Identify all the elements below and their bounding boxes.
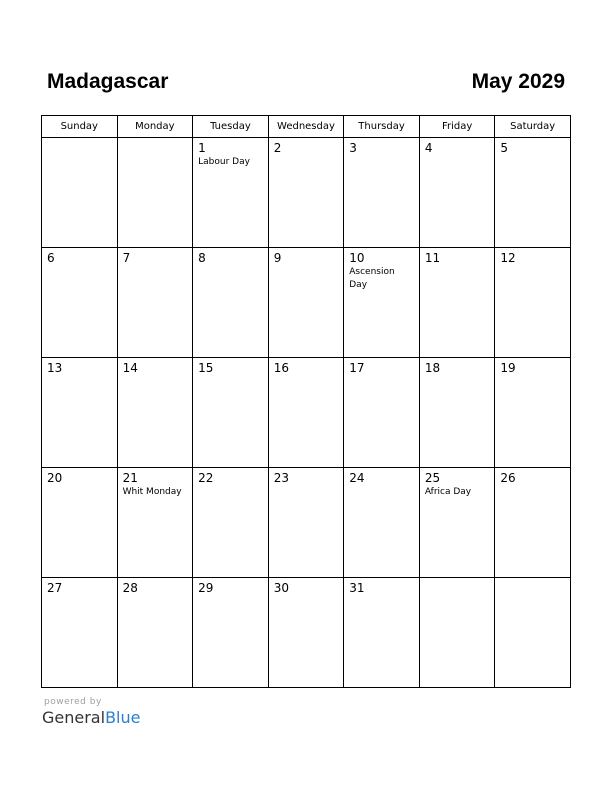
day-number: 9 xyxy=(273,251,282,265)
day-cell xyxy=(495,358,571,468)
day-number: 20 xyxy=(47,471,63,485)
weekday-header: Wednesday xyxy=(268,116,344,138)
day-cell xyxy=(268,138,344,248)
day-number: 24 xyxy=(349,471,365,485)
holiday-label: Ascension Day xyxy=(349,267,395,290)
day-cell xyxy=(344,248,420,358)
day-cell xyxy=(268,468,344,578)
day-number: 8 xyxy=(198,251,206,265)
day-cell xyxy=(495,248,571,358)
day-cell xyxy=(495,468,571,578)
country-title: Madagascar xyxy=(47,70,169,93)
week-row xyxy=(42,138,571,248)
weekday-header: Sunday xyxy=(42,116,118,138)
day-cell xyxy=(117,248,193,358)
day-cell xyxy=(193,468,269,578)
day-cell xyxy=(42,358,118,468)
day-cell xyxy=(117,138,193,248)
day-number: 27 xyxy=(47,581,63,595)
day-number: 17 xyxy=(349,361,365,375)
day-number: 10 xyxy=(349,251,365,265)
weekday-header: Thursday xyxy=(344,116,420,138)
day-cell xyxy=(419,358,495,468)
day-cell xyxy=(117,358,193,468)
day-number: 19 xyxy=(500,361,516,375)
day-number: 3 xyxy=(349,141,357,155)
month-year-title: May 2029 xyxy=(471,70,565,93)
day-cell xyxy=(495,578,571,688)
day-cell xyxy=(495,138,571,248)
weekday-header-row xyxy=(42,116,571,138)
day-number: 15 xyxy=(198,361,214,375)
day-cell xyxy=(193,248,269,358)
day-cell xyxy=(268,248,344,358)
day-cell xyxy=(117,468,193,578)
brand-logo xyxy=(42,708,140,727)
day-number: 2 xyxy=(273,141,282,155)
holiday-label: Africa Day xyxy=(424,487,472,497)
day-cell xyxy=(42,468,118,578)
day-number: 31 xyxy=(349,581,365,595)
day-cell xyxy=(193,358,269,468)
day-cell xyxy=(344,138,420,248)
day-cell xyxy=(193,578,269,688)
day-cell xyxy=(42,578,118,688)
brand-blue: Blue xyxy=(105,708,141,727)
week-row xyxy=(42,248,571,358)
day-cell xyxy=(344,578,420,688)
holiday-label: Labour Day xyxy=(198,157,250,167)
day-number: 26 xyxy=(500,471,516,485)
day-cell xyxy=(42,248,118,358)
brand-general: General xyxy=(42,708,106,727)
day-number: 1 xyxy=(198,141,206,155)
day-number: 5 xyxy=(500,141,509,155)
day-number: 21 xyxy=(122,471,138,485)
day-number: 14 xyxy=(122,361,138,375)
holiday-label: Whit Monday xyxy=(122,487,182,497)
day-cell xyxy=(419,578,495,688)
week-row xyxy=(42,578,571,688)
day-cell xyxy=(268,358,344,468)
day-number: 6 xyxy=(47,251,55,265)
day-number: 30 xyxy=(273,581,289,595)
day-cell xyxy=(419,138,495,248)
weekday-header: Tuesday xyxy=(193,116,269,138)
powered-by-label: powered by xyxy=(44,697,102,707)
day-number: 22 xyxy=(198,471,214,485)
day-cell xyxy=(419,468,495,578)
day-number: 18 xyxy=(424,361,441,375)
day-number: 16 xyxy=(273,361,289,375)
day-cell xyxy=(117,578,193,688)
day-cell xyxy=(42,138,118,248)
day-number: 11 xyxy=(424,251,441,265)
calendar-grid xyxy=(41,115,571,688)
day-number: 13 xyxy=(47,361,63,375)
weekday-header: Monday xyxy=(117,116,193,138)
day-number: 7 xyxy=(122,251,131,265)
day-number: 29 xyxy=(198,581,214,595)
weekday-header: Saturday xyxy=(495,116,571,138)
day-number: 4 xyxy=(424,141,433,155)
week-row xyxy=(42,468,571,578)
day-cell xyxy=(344,468,420,578)
day-cell xyxy=(419,248,495,358)
day-number: 25 xyxy=(424,471,441,485)
day-cell xyxy=(193,138,269,248)
day-cell xyxy=(268,578,344,688)
week-row xyxy=(42,358,571,468)
day-cell xyxy=(344,358,420,468)
day-number: 23 xyxy=(273,471,289,485)
day-number: 12 xyxy=(500,251,516,265)
day-number: 28 xyxy=(122,581,138,595)
weekday-header: Friday xyxy=(419,116,495,138)
